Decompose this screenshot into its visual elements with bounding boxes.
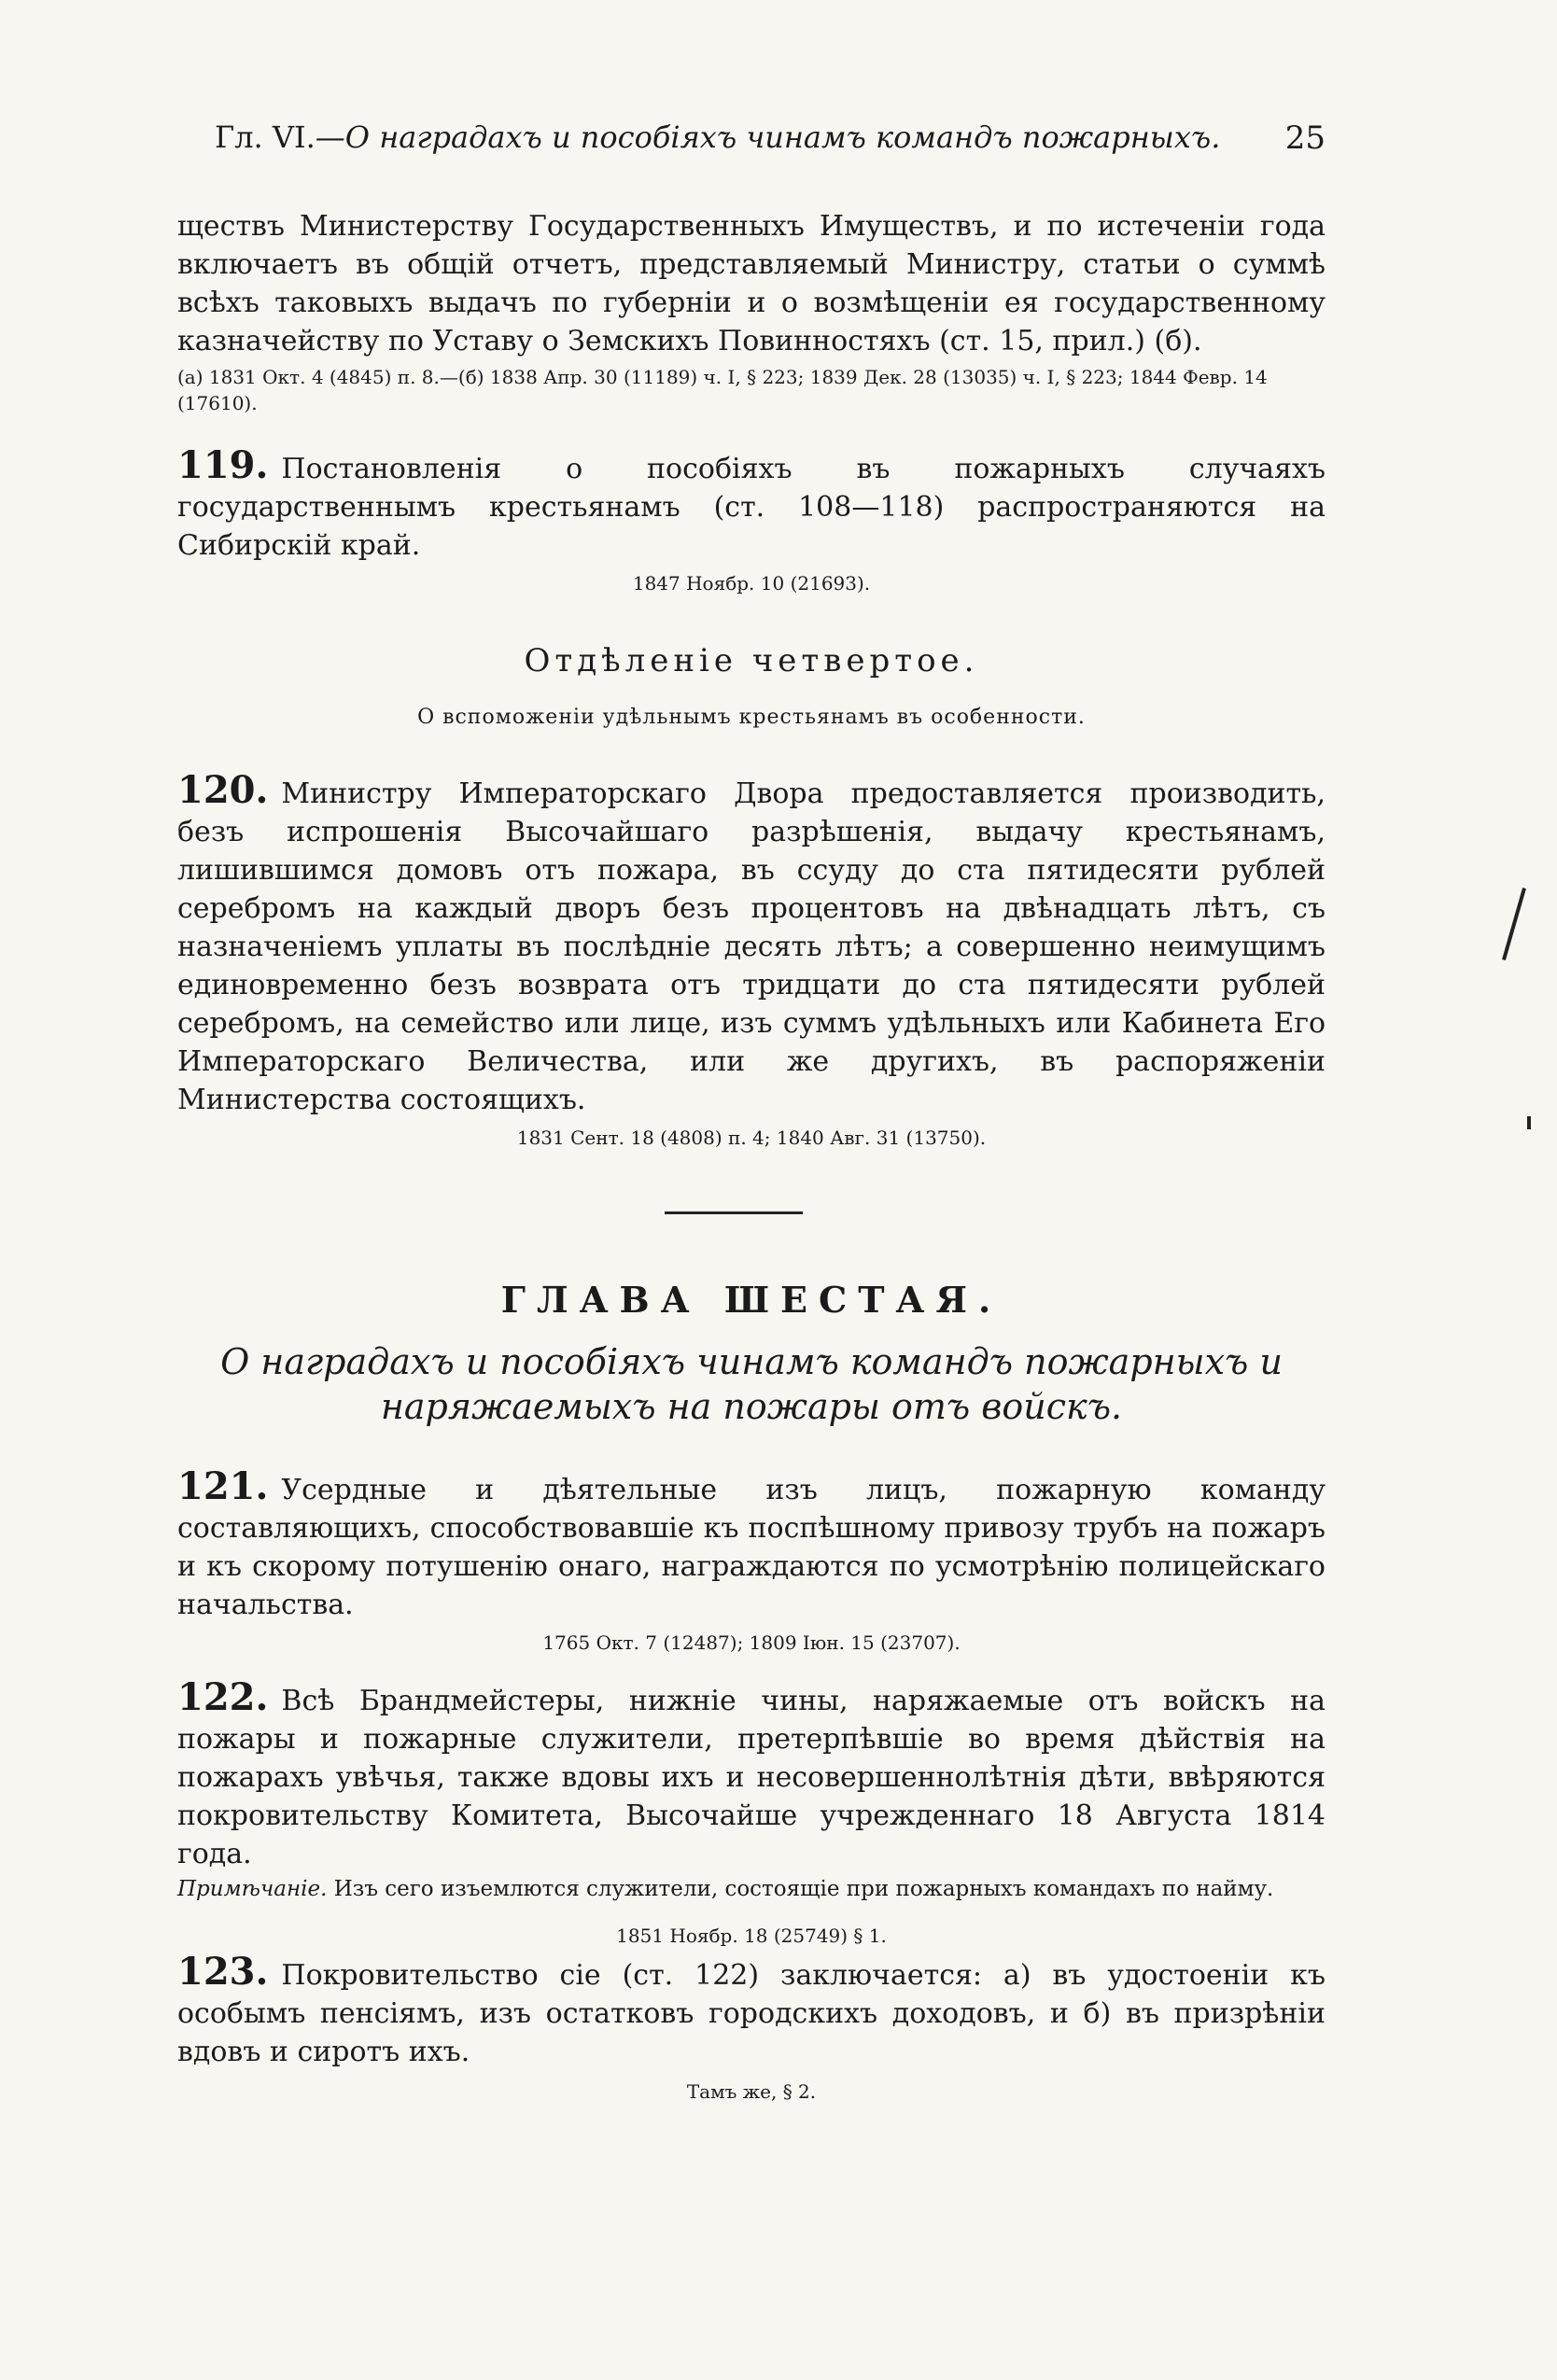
remark-text: Изъ сего изъемлются служители, состоящіе при пожарныхъ командахъ по найму. — [333, 1877, 1274, 1901]
article-120-number: 120. — [177, 768, 269, 812]
article-122-remark — [177, 1875, 1326, 1903]
margin-pen-mark — [1502, 888, 1526, 960]
footnote-citations: (а) 1831 Окт. 4 (4845) п. 8.—(б) 1838 Апр. 30 (11189) ч. I, § 223; 1839 Дек. 28 (13035) ч. I, § 223; 1844 Февр. 14 (17610). — [177, 366, 1268, 414]
article-120-citation: 1831 Сент. 18 (4808) п. 4; 1840 Авг. 31 (13750). — [516, 1127, 987, 1149]
running-head — [215, 119, 1326, 155]
chapter-title: ГЛАВА ШЕСТАЯ. — [500, 1279, 1003, 1321]
article-121-citation: 1765 Окт. 7 (12487); 1809 Іюн. 15 (23707). — [542, 1631, 961, 1654]
article-119 — [177, 443, 1326, 595]
article-123-number: 123. — [177, 1950, 269, 1994]
article-119-text — [177, 443, 1326, 565]
remark-label: Примѣчаніе. — [177, 1877, 328, 1901]
article-120-body: Министру Императорскаго Двора предоставляется производить, безъ испрошенія Высочайшаго разрѣшенія, выдачу крестьянамъ, лишившимся домовъ отъ пожара, въ ссуду до ста пятидесяти рублей серебромъ на каждый дворъ безъ процентовъ на двѣнадцать лѣтъ, съ назначеніемъ уплаты въ послѣдніе десять лѣтъ; а совершенно неимущимъ единовременно безъ возврата отъ тридцати до ста пятидесяти рублей серебромъ, на семейство или лице, изъ суммъ удѣльныхъ или Кабинета Его Императорскаго Величества, или же другихъ, въ распоряженіи Министерства состоящихъ. — [177, 777, 1326, 1116]
article-121-body: Усердные и дѣятельные изъ лицъ, пожарную команду составляющихъ, способствовавшіе къ поспѣшному привозу трубъ на пожаръ и къ скорому потушенію онаго, награждаются по усмотрѣнію полицейскаго начальства. — [177, 1474, 1326, 1621]
running-head-title: —О наградахъ и пособіяхъ чинамъ командъ пожарныхъ. — [315, 119, 1221, 155]
article-122-number: 122. — [177, 1675, 269, 1719]
article-123-body: Покровительство сіе (ст. 122) заключается: а) въ удостоеніи къ особымъ пенсіямъ, изъ остатковъ городскихъ доходовъ, и б) въ призрѣніи вдовъ и сиротъ ихъ. — [177, 1959, 1326, 2068]
section-subtitle: О вспоможеніи удѣльнымъ крестьянамъ въ особенности. — [417, 706, 1086, 729]
article-122-text — [177, 1675, 1326, 1873]
chapter-heading — [177, 1279, 1326, 1429]
article-123 — [177, 1950, 1326, 2103]
article-122-body: Всѣ Брандмейстеры, нижніе чины, наряжаемые отъ войскъ на пожары и пожарные служители, претерпѣвшіе во время дѣйствія на пожарахъ увѣчья, также вдовы ихъ и несовершеннолѣтнія дѣти, ввѣряются покровительству Комитета, Высочайше учрежденнаго 18 Августа 1814 года. — [177, 1685, 1326, 1870]
margin-dot-mark — [1527, 1116, 1531, 1129]
chapter-subtitle-line-2: наряжаемыхъ на пожары отъ войскъ. — [380, 1386, 1123, 1427]
article-119-citation: 1847 Ноябр. 10 (21693). — [632, 572, 871, 595]
article-122-citation: 1851 Ноябр. 18 (25749) § 1. — [616, 1925, 887, 1947]
continued-article — [177, 207, 1326, 416]
article-120-text — [177, 768, 1326, 1119]
article-119-body: Постановленія о пособіяхъ въ пожарныхъ случаяхъ государственнымъ крестьянамъ (ст. 108—118) распространяются на Сибирскій край. — [177, 453, 1326, 562]
section-title: Отдѣленіе четвертое. — [524, 642, 979, 679]
continued-paragraph: ществъ Министерству Государственныхъ Имуществъ, и по истеченіи года включаетъ въ общій отчетъ, представляемый Министру, статьи о суммѣ всѣхъ таковыхъ выдачъ по губерніи и о возмѣщеніи ея государственному казначейству по Уставу о Земскихъ Повинностяхъ (ст. 15, прил.) (б). — [177, 210, 1326, 357]
article-123-citation: Тамъ же, § 2. — [686, 2080, 817, 2103]
section-divider — [665, 1211, 803, 1214]
article-119-number: 119. — [177, 443, 269, 487]
chapter-subtitle-line-1: О наградахъ и пособіяхъ чинамъ командъ пожарныхъ и — [220, 1341, 1283, 1382]
article-120 — [177, 768, 1326, 1149]
section-heading — [177, 642, 1326, 729]
article-121-text — [177, 1464, 1326, 1624]
article-121 — [177, 1464, 1326, 1654]
running-head-chapter: Гл. VI. — [215, 119, 316, 155]
article-121-number: 121. — [177, 1464, 269, 1508]
page-number: 25 — [1284, 119, 1326, 157]
article-122 — [177, 1675, 1326, 1947]
article-123-text — [177, 1950, 1326, 2071]
